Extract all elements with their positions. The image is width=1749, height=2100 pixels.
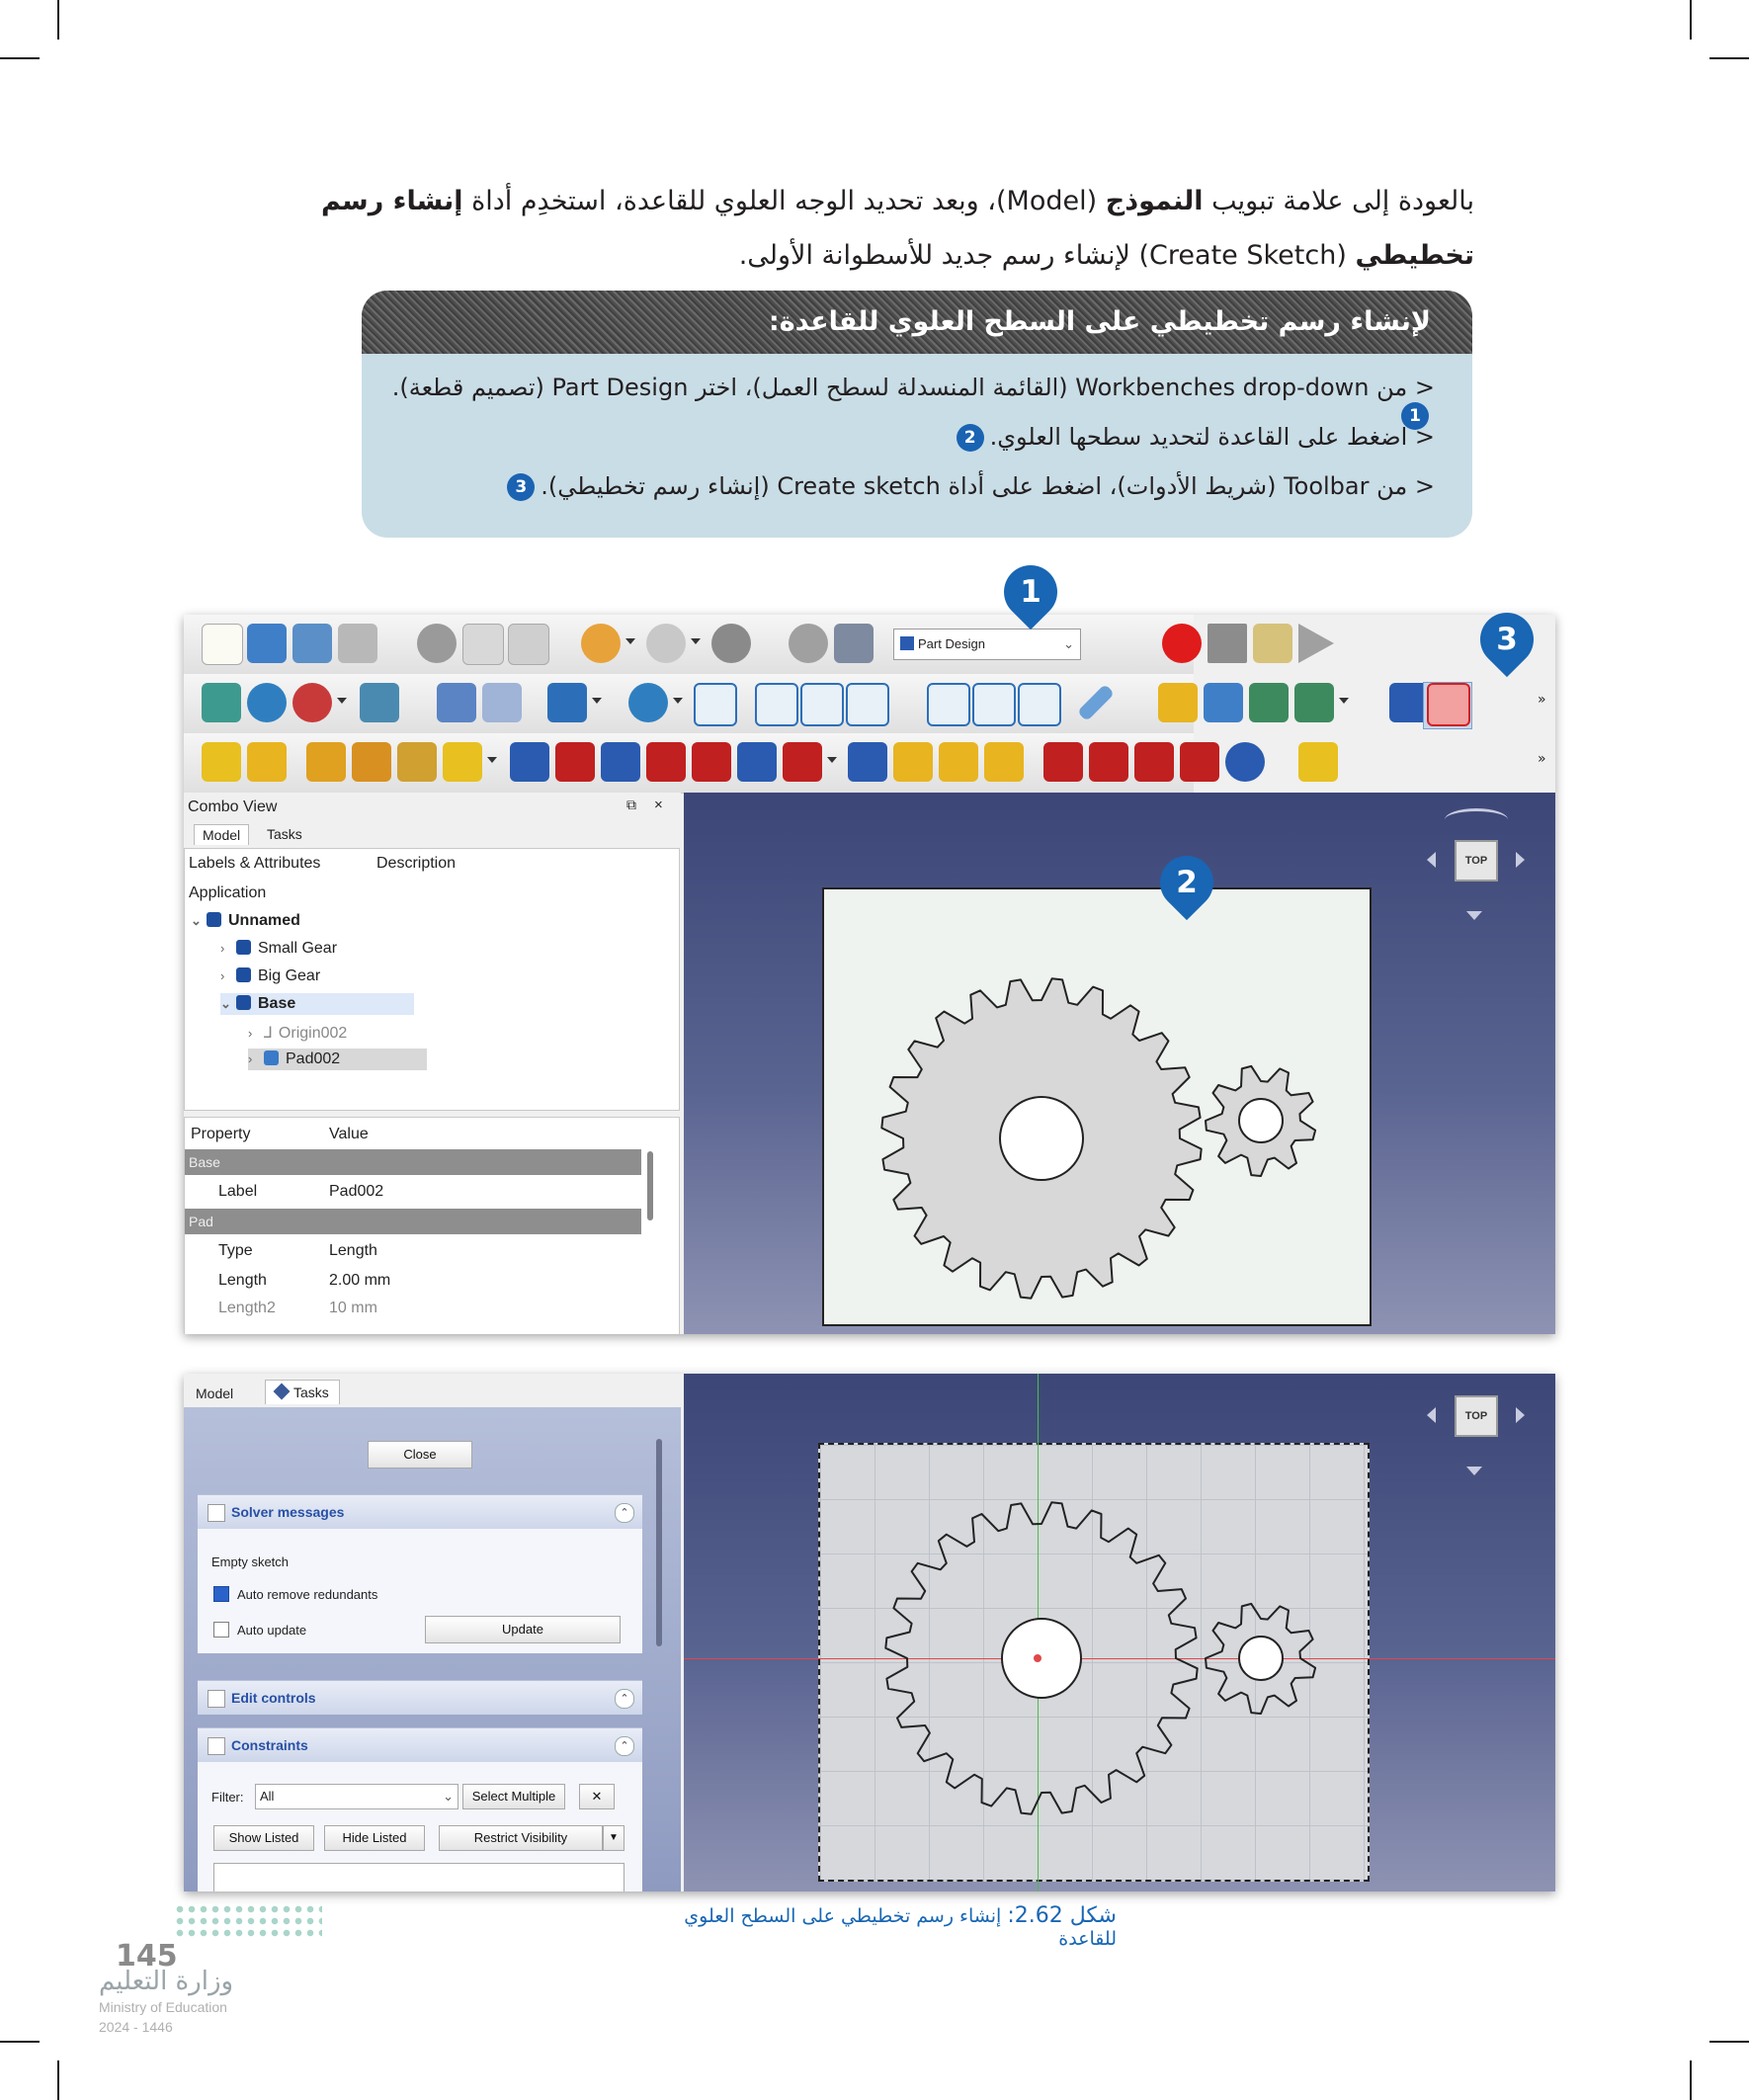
arrow-right-icon[interactable] <box>482 683 522 722</box>
property-name: Type <box>218 1242 253 1259</box>
part-icon[interactable] <box>1158 683 1198 722</box>
tree-item-origin[interactable] <box>248 1023 347 1043</box>
ministry-name-arabic: وزارة التعليم <box>99 1967 234 1996</box>
intro-create-term: إنشاء رسم تخطيطي <box>321 186 1474 271</box>
run-macro-icon[interactable] <box>1298 624 1334 663</box>
fillet-icon[interactable] <box>1043 742 1083 782</box>
scrollbar[interactable] <box>647 1151 653 1220</box>
view-rear-icon[interactable] <box>927 683 970 726</box>
link-dropdown-icon[interactable] <box>1339 698 1349 704</box>
property-name: Label <box>218 1183 258 1200</box>
view-isometric-icon[interactable] <box>694 683 737 726</box>
collapse-icon[interactable]: ⌃ <box>615 1736 634 1756</box>
solver-messages-section <box>198 1494 642 1653</box>
copy-icon[interactable] <box>462 624 504 665</box>
expand-right-icon[interactable]: › <box>220 941 225 956</box>
tree-label: Pad002 <box>286 1050 341 1067</box>
expand-right-icon[interactable]: › <box>220 968 225 983</box>
step-text: < من Workbenches drop-down (القائمة المنسدلة لسطح العمل)، اختر Part Design (تصميم قطعة). <box>391 374 1435 401</box>
tree-item-big-gear[interactable] <box>220 967 320 985</box>
tree-label: Unnamed <box>228 912 300 929</box>
tree-header-description: Description <box>376 855 457 872</box>
property-header-name: Property <box>191 1126 251 1142</box>
tree-item-application: Application <box>189 884 267 901</box>
tree-item-base[interactable] <box>220 993 414 1015</box>
step-badge: 3 <box>507 473 535 501</box>
navigation-cube[interactable]: TOP <box>1455 1395 1498 1437</box>
close-panel-icon[interactable]: × <box>654 797 663 813</box>
academic-year: 2024 - 1446 <box>99 2019 173 2035</box>
undo-icon[interactable] <box>581 624 621 663</box>
instruction-title: لإنشاء رسم تخطيطي على السطح العلوي للقاعدة: <box>362 291 1472 354</box>
instruction-step-2 <box>951 423 1435 452</box>
wrench-icon: ✕ <box>591 1789 603 1804</box>
select-multiple-button[interactable]: Select Multiple <box>462 1784 565 1809</box>
pipe-icon[interactable] <box>397 742 437 782</box>
page-number: 145 <box>116 1939 178 1974</box>
additive-feature-icon[interactable] <box>202 742 241 782</box>
hole-icon[interactable] <box>555 742 595 782</box>
property-value[interactable]: Pad002 <box>329 1183 384 1200</box>
revolution-icon[interactable] <box>306 742 346 782</box>
draw-style-icon[interactable] <box>292 683 332 722</box>
edit-macro-icon[interactable] <box>1253 624 1292 663</box>
group-label: Pad <box>189 1214 213 1229</box>
step-badge: 2 <box>957 424 984 452</box>
big-gear-outline <box>881 978 1201 1298</box>
property-editor <box>184 1117 680 1334</box>
nav-arrow-down-icon[interactable] <box>1466 911 1482 920</box>
callout-pin-2 <box>1149 845 1224 920</box>
auto-update-checkbox[interactable] <box>213 1622 229 1638</box>
intro-model-term: النموذج <box>1105 186 1204 216</box>
view-front-icon[interactable] <box>755 683 798 726</box>
subtractive-loft-icon[interactable] <box>646 742 686 782</box>
update-button[interactable]: Update <box>425 1616 621 1643</box>
intro-paragraph <box>227 174 1474 283</box>
tree-item-pad[interactable] <box>248 1049 427 1070</box>
view-right-icon[interactable] <box>846 683 889 726</box>
restrict-dropdown-icon[interactable]: ▼ <box>603 1825 625 1851</box>
tree-header-labels: Labels & Attributes <box>189 855 321 872</box>
float-panel-icon[interactable]: ⧉ <box>626 797 636 812</box>
expand-right-icon[interactable]: › <box>248 1026 253 1041</box>
edit-controls-section <box>198 1680 642 1715</box>
section-icon <box>208 1690 225 1708</box>
sync-dropdown-icon[interactable] <box>592 698 602 704</box>
figure-number: شكل 2.62: <box>1007 1903 1117 1928</box>
part-design-toolbar <box>184 733 1546 794</box>
tree-label: Small Gear <box>258 940 338 957</box>
property-value[interactable]: Length <box>329 1242 377 1259</box>
body-icon <box>236 940 251 955</box>
boolean-icon[interactable] <box>1225 742 1265 782</box>
property-value[interactable]: 2.00 mm <box>329 1272 391 1289</box>
ministry-dots-logo <box>174 1903 322 1939</box>
subtractive-dropdown-icon[interactable] <box>827 757 837 763</box>
property-header-value: Value <box>329 1126 369 1142</box>
callout-number: 2 <box>1176 865 1198 900</box>
close-button[interactable]: Close <box>368 1441 472 1469</box>
intro-text: (Create Sketch) لإنشاء رسم جديد للأسطوانة الأولى. <box>738 240 1347 271</box>
freecad-screenshot-1 <box>184 615 1555 1334</box>
freecad-screenshot-2 <box>184 1374 1555 1891</box>
chamfer-icon[interactable] <box>1089 742 1128 782</box>
crop-mark <box>1690 2060 1692 2100</box>
zoom-icon[interactable] <box>628 683 668 722</box>
fit-selection-icon[interactable] <box>247 683 287 722</box>
crop-mark <box>1709 57 1749 59</box>
section-icon <box>208 1737 225 1755</box>
print-icon[interactable] <box>338 624 377 663</box>
callout-pin-1 <box>993 554 1068 630</box>
ministry-name-english: Ministry of Education <box>99 1999 227 2015</box>
tree-label: Base <box>258 995 296 1012</box>
crop-mark <box>0 2041 40 2043</box>
expand-right-icon[interactable]: › <box>248 1051 253 1066</box>
additive-primitive-icon[interactable] <box>443 742 482 782</box>
model-tree <box>184 848 680 1111</box>
task-tabs <box>184 1374 681 1407</box>
crop-mark <box>57 2060 59 2100</box>
draft-icon[interactable] <box>1134 742 1174 782</box>
pocket-icon[interactable] <box>510 742 549 782</box>
section-header[interactable] <box>198 1495 642 1529</box>
tab-model[interactable]: Model <box>194 824 249 845</box>
measure-tool-icon[interactable] <box>1298 742 1338 782</box>
nav-arrow-right-icon[interactable] <box>1516 1407 1525 1423</box>
workbench-selected-value: Part Design <box>918 636 985 651</box>
draw-style-dropdown-icon[interactable] <box>337 698 347 704</box>
callout-number: 1 <box>1020 574 1041 610</box>
tab-label: Tasks <box>293 1385 329 1400</box>
arrow-left-icon[interactable] <box>437 683 476 722</box>
subtractive-primitive-icon[interactable] <box>783 742 822 782</box>
tree-item-small-gear[interactable] <box>220 940 337 958</box>
section-title: Edit controls <box>231 1690 316 1706</box>
tab-tasks[interactable] <box>265 1380 340 1404</box>
filter-select[interactable] <box>255 1784 458 1809</box>
link-actions-icon[interactable] <box>1294 683 1334 722</box>
nav-arrow-left-icon[interactable] <box>1427 852 1436 868</box>
redo-dropdown-icon[interactable] <box>691 638 701 644</box>
workbench-dropdown[interactable] <box>893 629 1081 660</box>
paste-icon[interactable] <box>508 624 549 665</box>
toolbar-overflow-icon[interactable]: » <box>1538 751 1546 767</box>
cut-icon[interactable] <box>417 624 457 663</box>
sync-view-icon[interactable] <box>547 683 587 722</box>
body-icon <box>236 995 251 1010</box>
tree-item-unnamed[interactable] <box>191 912 300 930</box>
tasks-icon <box>274 1384 291 1400</box>
sketch-viewport[interactable] <box>684 1374 1555 1891</box>
recompute-icon[interactable] <box>789 624 828 663</box>
hide-listed-button[interactable]: Hide Listed <box>324 1825 425 1851</box>
show-listed-button[interactable]: Show Listed <box>213 1825 314 1851</box>
scrollbar[interactable] <box>656 1439 662 1646</box>
view-top-icon[interactable] <box>800 683 844 726</box>
property-value[interactable]: 10 mm <box>329 1300 377 1316</box>
gear-bore <box>1000 1097 1083 1180</box>
view-left-icon[interactable] <box>1018 683 1061 726</box>
measure-icon[interactable] <box>1077 684 1115 721</box>
pad-icon[interactable] <box>247 742 287 782</box>
pad-feature-icon <box>264 1050 279 1065</box>
property-name: Length2 <box>218 1300 276 1316</box>
thickness-icon[interactable] <box>1180 742 1219 782</box>
tab-model[interactable]: Model <box>196 1386 234 1401</box>
section-header[interactable] <box>198 1728 642 1762</box>
save-icon[interactable] <box>292 624 332 663</box>
property-group-pad <box>185 1209 641 1234</box>
figure-caption-text: إنشاء رسم تخطيطي على السطح العلوي للقاعدة <box>684 1905 1117 1950</box>
polar-pattern-icon[interactable] <box>939 742 978 782</box>
step-badge: 1 <box>1401 402 1429 430</box>
auto-remove-label: Auto remove redundants <box>237 1587 378 1602</box>
groove-icon[interactable] <box>601 742 640 782</box>
instruction-box <box>362 291 1472 538</box>
instruction-step-3 <box>501 472 1435 501</box>
group-folder-icon[interactable] <box>1204 683 1243 722</box>
figure-caption <box>623 1903 1117 1950</box>
open-folder-icon[interactable] <box>247 624 287 663</box>
section-title: Constraints <box>231 1737 308 1753</box>
filter-label: Filter: <box>211 1790 244 1805</box>
link-icon[interactable] <box>1249 683 1289 722</box>
intro-text: بالعودة إلى علامة تبويب <box>1211 186 1474 216</box>
mirrored-icon[interactable] <box>848 742 887 782</box>
new-document-icon[interactable] <box>202 624 243 665</box>
view-bottom-icon[interactable] <box>972 683 1016 726</box>
gears-outline <box>684 1374 1555 1891</box>
step-text: < من Toolbar (شريط الأدوات)، اضغط على أداة Create sketch (إنشاء رسم تخطيطي). <box>541 472 1435 500</box>
constraint-settings-button[interactable] <box>579 1784 615 1809</box>
linear-pattern-icon[interactable] <box>893 742 933 782</box>
3d-viewport[interactable] <box>684 793 1555 1334</box>
multi-transform-icon[interactable] <box>984 742 1024 782</box>
gear-bore <box>1239 1637 1283 1680</box>
collapse-icon[interactable]: ⌃ <box>615 1689 634 1709</box>
view-toolbar <box>184 674 1546 734</box>
small-gear-outline <box>1206 1066 1315 1176</box>
part-design-icon <box>900 636 914 650</box>
fit-all-icon[interactable] <box>202 683 241 722</box>
nav-rotate-arc-icon[interactable] <box>1445 808 1508 831</box>
collapse-icon[interactable]: ⌃ <box>615 1503 634 1523</box>
primitive-dropdown-icon[interactable] <box>487 757 497 763</box>
combo-view <box>184 793 681 1334</box>
expand-down-icon[interactable]: ⌄ <box>220 996 231 1011</box>
body-icon <box>236 967 251 982</box>
constraints-list[interactable] <box>213 1863 625 1891</box>
undo-dropdown-icon[interactable] <box>625 638 635 644</box>
subtractive-pipe-icon[interactable] <box>692 742 731 782</box>
chevron-down-icon: ⌄ <box>1063 636 1074 651</box>
property-name: Length <box>218 1272 267 1289</box>
small-gear-outline <box>1206 1604 1315 1714</box>
zoom-dropdown-icon[interactable] <box>673 698 683 704</box>
section-title: Solver messages <box>231 1504 345 1520</box>
main-toolbar <box>184 615 1194 675</box>
instruction-step-1 <box>362 374 1435 430</box>
origin-icon: ⅃ <box>264 1025 273 1042</box>
callout-pin-3 <box>1469 602 1544 677</box>
gear-bore <box>1239 1099 1283 1142</box>
tab-tasks[interactable]: Tasks <box>267 826 302 842</box>
crop-mark <box>1709 2041 1749 2043</box>
tree-label: Big Gear <box>258 967 321 984</box>
sketch-origin-point <box>1034 1654 1041 1662</box>
restrict-visibility-button[interactable]: Restrict Visibility <box>439 1825 603 1851</box>
step-text: < اضغط على القاعدة لتحديد سطحها العلوي. <box>989 423 1435 451</box>
crop-mark <box>0 57 40 59</box>
intro-text: (Model)، وبعد تحديد الوجه العلوي للقاعدة، استخدِم أداة <box>471 186 1098 216</box>
navigation-cube[interactable]: TOP <box>1455 840 1498 882</box>
task-panel <box>184 1374 681 1891</box>
loft-icon[interactable] <box>352 742 391 782</box>
nav-arrow-right-icon[interactable] <box>1516 852 1525 868</box>
chevron-down-icon: ⌄ <box>443 1789 454 1804</box>
create-sketch-icon[interactable] <box>1427 683 1470 726</box>
constraints-section <box>198 1727 642 1891</box>
section-icon <box>208 1504 225 1522</box>
section-header[interactable] <box>198 1681 642 1715</box>
filter-value: All <box>260 1789 275 1804</box>
redo-icon[interactable] <box>646 624 686 663</box>
expand-down-icon[interactable]: ⌄ <box>191 913 202 928</box>
tree-label: Origin002 <box>278 1025 348 1042</box>
group-label: Base <box>189 1154 220 1170</box>
whats-this-icon[interactable] <box>834 624 874 663</box>
document-icon <box>207 912 221 927</box>
gears-outline <box>684 793 1555 1334</box>
nav-arrow-left-icon[interactable] <box>1427 1407 1436 1423</box>
auto-update-label: Auto update <box>237 1623 307 1638</box>
combo-view-title: Combo View <box>188 798 278 815</box>
subtractive-helix-icon[interactable] <box>737 742 777 782</box>
record-macro-icon[interactable] <box>1162 624 1202 663</box>
crop-mark <box>1690 0 1692 40</box>
callout-number: 3 <box>1496 622 1518 657</box>
refresh-check-icon[interactable] <box>711 624 751 663</box>
crop-mark <box>57 0 59 40</box>
stop-macro-icon[interactable] <box>1208 624 1247 663</box>
toolbar-overflow-icon[interactable]: » <box>1538 692 1546 708</box>
property-group-base <box>185 1149 641 1175</box>
auto-remove-checkbox[interactable] <box>213 1586 229 1602</box>
empty-sketch-message: Empty sketch <box>211 1554 290 1569</box>
bounding-box-icon[interactable] <box>360 683 399 722</box>
nav-arrow-down-icon[interactable] <box>1466 1467 1482 1475</box>
